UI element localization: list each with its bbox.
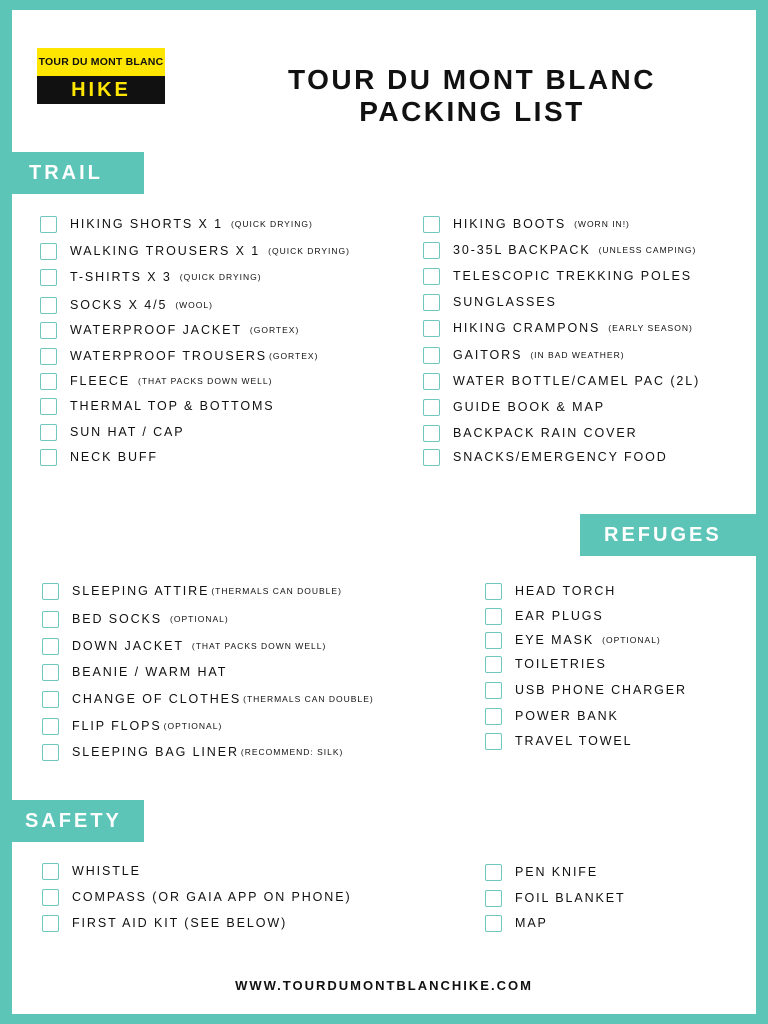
item-label: WATER BOTTLE/CAMEL PAC (2L)	[453, 374, 701, 388]
item-label: HIKING BOOTS	[453, 217, 567, 231]
item-label: BACKPACK RAIN COVER	[453, 426, 638, 440]
checkbox[interactable]	[485, 656, 502, 673]
item-label: SLEEPING ATTIRE	[72, 584, 210, 598]
checklist-item[interactable]	[42, 662, 227, 682]
checkbox[interactable]	[42, 863, 59, 880]
checklist-item[interactable]	[40, 447, 158, 467]
item-label: GUIDE BOOK & MAP	[453, 400, 605, 414]
checkbox[interactable]	[485, 915, 502, 932]
item-label: 30-35L BACKPACK	[453, 243, 591, 257]
checkbox[interactable]	[485, 608, 502, 625]
checklist-item[interactable]	[42, 887, 352, 907]
checklist-item[interactable]	[485, 888, 626, 908]
item-label: SLEEPING BAG LINER	[72, 745, 239, 759]
checklist-item[interactable]	[40, 214, 313, 234]
checklist-item[interactable]	[485, 862, 598, 882]
checklist-item[interactable]	[485, 680, 687, 700]
title-line-2: PACKING LIST	[359, 96, 585, 127]
logo-line-2: HIKE	[37, 76, 165, 104]
checklist-item[interactable]	[423, 423, 638, 443]
checklist-item[interactable]	[423, 371, 700, 391]
item-label: NECK BUFF	[70, 450, 158, 464]
checkbox[interactable]	[485, 583, 502, 600]
checklist-item[interactable]	[40, 320, 299, 340]
item-label: TRAVEL TOWEL	[515, 734, 633, 748]
checklist-item[interactable]	[423, 266, 692, 286]
checklist-item[interactable]	[485, 706, 619, 726]
checklist-item[interactable]	[42, 913, 287, 933]
checklist-item[interactable]	[423, 447, 668, 467]
checklist-item[interactable]	[42, 609, 229, 629]
section-heading-refuges: REFUGES	[580, 514, 756, 556]
item-note: (THAT PACKS DOWN WELL)	[191, 641, 327, 651]
item-label: WALKING TROUSERS X 1	[70, 244, 261, 258]
item-note: (OPTIONAL)	[163, 721, 223, 731]
packing-list-page	[12, 10, 756, 1014]
item-label: SNACKS/EMERGENCY FOOD	[453, 450, 668, 464]
item-note: (QUICK DRYING)	[230, 219, 313, 229]
item-label: SOCKS X 4/5	[70, 298, 168, 312]
checkbox[interactable]	[40, 449, 57, 466]
item-label: CHANGE OF CLOTHES	[72, 692, 242, 706]
item-label: HIKING CRAMPONS	[453, 321, 601, 335]
checklist-item[interactable]	[485, 731, 633, 751]
checkbox[interactable]	[485, 890, 502, 907]
checklist-item[interactable]	[42, 861, 141, 881]
item-label: EAR PLUGS	[515, 609, 604, 623]
item-label: TOILETRIES	[515, 657, 607, 671]
checkbox[interactable]	[40, 297, 57, 314]
item-note: (WOOL)	[175, 300, 213, 310]
checklist-item[interactable]	[485, 913, 548, 933]
checkbox[interactable]	[485, 632, 502, 649]
checkbox[interactable]	[485, 708, 502, 725]
checkbox[interactable]	[485, 864, 502, 881]
item-note: (UNLESS CAMPING)	[598, 245, 697, 255]
item-label: FIRST AID KIT (SEE BELOW)	[72, 916, 288, 930]
section-heading-safety: SAFETY	[12, 800, 144, 842]
checklist-item[interactable]	[40, 346, 318, 366]
checklist-item[interactable]	[42, 581, 342, 601]
item-label: COMPASS (OR GAIA APP ON PHONE)	[72, 890, 352, 904]
checkbox[interactable]	[42, 611, 59, 628]
checkbox[interactable]	[40, 322, 57, 339]
checklist-item[interactable]	[423, 214, 630, 234]
checkbox[interactable]	[42, 638, 59, 655]
checklist-item[interactable]	[423, 345, 625, 365]
checkbox[interactable]	[40, 348, 57, 365]
checkbox[interactable]	[485, 733, 502, 750]
checkbox[interactable]	[423, 373, 440, 390]
item-label: POWER BANK	[515, 709, 619, 723]
checklist-item[interactable]	[485, 606, 604, 626]
item-label: WHISTLE	[72, 864, 141, 878]
checkbox[interactable]	[40, 373, 57, 390]
item-label: USB PHONE CHARGER	[515, 683, 687, 697]
item-label: TELESCOPIC TREKKING POLES	[453, 269, 692, 283]
item-label: HIKING SHORTS X 1	[70, 217, 223, 231]
item-note: (IN BAD WEATHER)	[530, 350, 625, 360]
checkbox[interactable]	[423, 399, 440, 416]
checklist-item[interactable]	[485, 654, 607, 674]
checkbox[interactable]	[42, 583, 59, 600]
item-label: SUN HAT / CAP	[70, 425, 185, 439]
checkbox[interactable]	[423, 449, 440, 466]
item-label: T-SHIRTS X 3	[70, 270, 172, 284]
item-label: MAP	[515, 916, 548, 930]
checkbox[interactable]	[42, 915, 59, 932]
checklist-item[interactable]	[42, 742, 343, 762]
item-label: WATERPROOF TROUSERS	[70, 349, 267, 363]
item-note: (THAT PACKS DOWN WELL)	[138, 376, 273, 386]
item-note: (WORN IN!)	[574, 219, 630, 229]
checkbox[interactable]	[42, 889, 59, 906]
checkbox[interactable]	[423, 242, 440, 259]
checkbox[interactable]	[423, 216, 440, 233]
item-note: (THERMALS CAN DOUBLE)	[243, 694, 374, 704]
item-label: BEANIE / WARM HAT	[72, 665, 228, 679]
item-label: HEAD TORCH	[515, 584, 617, 598]
item-label: THERMAL TOP & BOTTOMS	[70, 399, 275, 413]
checklist-item[interactable]	[42, 636, 326, 656]
item-note: (OPTIONAL)	[170, 614, 229, 624]
checklist-item[interactable]	[42, 716, 222, 736]
item-label: SUNGLASSES	[453, 295, 557, 309]
logo-line-1: TOUR DU MONT BLANC	[37, 48, 165, 76]
checkbox[interactable]	[423, 268, 440, 285]
item-label: DOWN JACKET	[72, 639, 184, 653]
item-note: (QUICK DRYING)	[268, 246, 350, 256]
item-label: BED SOCKS	[72, 612, 163, 626]
item-note: (GORTEX)	[269, 351, 319, 361]
checklist-item[interactable]	[423, 397, 605, 417]
section-heading-trail: TRAIL	[12, 152, 144, 194]
checklist-item[interactable]	[423, 292, 557, 312]
checkbox[interactable]	[40, 216, 57, 233]
checkbox[interactable]	[423, 320, 440, 337]
checkbox[interactable]	[423, 294, 440, 311]
checkbox[interactable]	[423, 347, 440, 364]
item-note: (EARLY SEASON)	[608, 323, 693, 333]
page-title	[232, 64, 712, 128]
title-line-1: TOUR DU MONT BLANC	[287, 64, 656, 95]
item-label: FLEECE	[70, 374, 131, 388]
checklist-item[interactable]	[40, 241, 350, 261]
checkbox[interactable]	[423, 425, 440, 442]
checkbox[interactable]	[42, 744, 59, 761]
checkbox[interactable]	[40, 269, 57, 286]
checklist-item[interactable]	[423, 318, 693, 338]
item-note: (THERMALS CAN DOUBLE)	[211, 586, 342, 596]
checkbox[interactable]	[40, 243, 57, 260]
checklist-item[interactable]	[40, 422, 185, 442]
item-note: (OPTIONAL)	[602, 635, 661, 645]
checklist-item[interactable]	[485, 581, 616, 601]
item-label: WATERPROOF JACKET	[70, 323, 242, 337]
item-note: (RECOMMEND: SILK)	[240, 747, 344, 757]
checklist-item[interactable]	[40, 396, 275, 416]
checkbox[interactable]	[42, 718, 59, 735]
website-url[interactable]: WWW.TOURDUMONTBLANCHIKE.COM	[235, 978, 533, 993]
checklist-item[interactable]	[42, 689, 374, 709]
item-note: (QUICK DRYING)	[179, 272, 262, 282]
item-label: GAITORS	[453, 348, 523, 362]
checklist-item[interactable]	[40, 295, 213, 315]
checklist-item[interactable]	[40, 267, 262, 287]
checkbox[interactable]	[485, 682, 502, 699]
item-label: PEN KNIFE	[515, 865, 599, 879]
checklist-item[interactable]	[40, 371, 272, 391]
checkbox[interactable]	[40, 424, 57, 441]
checklist-item[interactable]	[423, 240, 696, 260]
item-label: EYE MASK	[515, 633, 595, 647]
item-note: (GORTEX)	[249, 325, 300, 335]
checkbox[interactable]	[42, 691, 59, 708]
checklist-item[interactable]	[485, 630, 661, 650]
item-label: FLIP FLOPS	[72, 719, 162, 733]
checkbox[interactable]	[42, 664, 59, 681]
item-label: FOIL BLANKET	[515, 891, 626, 905]
checkbox[interactable]	[40, 398, 57, 415]
logo	[37, 48, 165, 104]
